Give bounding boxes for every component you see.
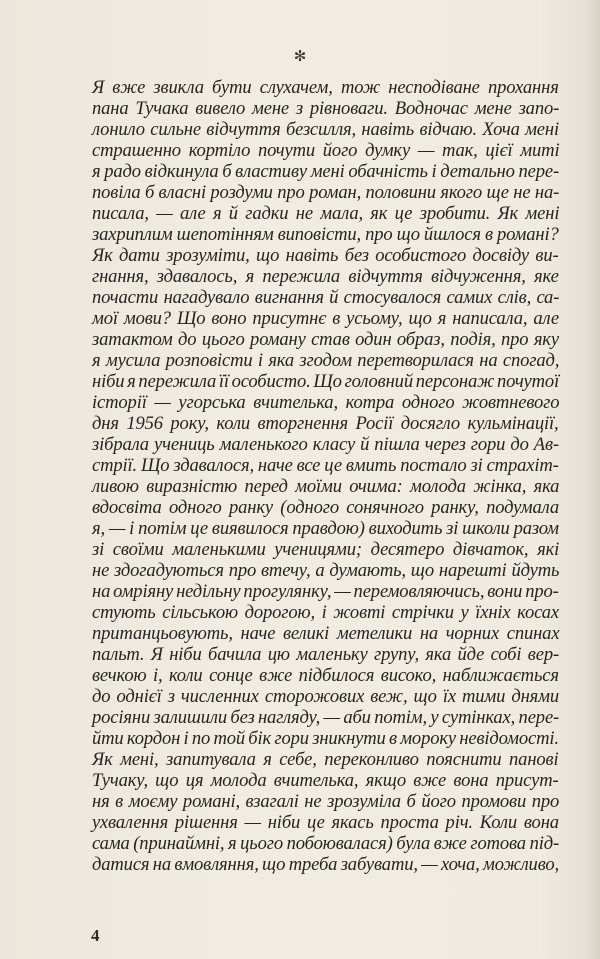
text-line: йти кордон і по той бік гори зникнути в мороку невідомості. bbox=[92, 728, 559, 749]
body-text bbox=[92, 77, 559, 875]
text-line: страшенно кортіло почути його думку — так, цієї миті bbox=[92, 140, 560, 161]
text-line: вечкою і, коли сонце вже підбилося високо, наближається bbox=[92, 665, 559, 686]
text-line: Я вже звикла бути слухачем, тож несподіване прохання bbox=[92, 77, 559, 98]
text-line: пританцьовують, наче великі метелики на чорних спинах bbox=[92, 623, 560, 644]
text-line: стують сільською дорогою, і жовті стрічки у їхніх косах bbox=[92, 602, 560, 623]
text-line: писала, — але я й гадки не мала, як це зробити. Як мені bbox=[92, 203, 560, 224]
text-line: мої мови? Що воно присутнє в усьому, що я написала, але bbox=[92, 308, 560, 329]
text-line: ніби я пережила її особисто. Що головний персонаж почутої bbox=[92, 371, 560, 392]
page-number: 4 bbox=[91, 926, 100, 945]
text-line: повіла б власні роздуми про роман, половини якого ще не на- bbox=[92, 182, 560, 203]
text-line: ливою виразністю перед моїми очима: молода жінка, яка bbox=[92, 476, 560, 497]
text-line: зібрала учениць маленького класу й пішла через гори до Ав- bbox=[92, 434, 559, 455]
text-line: пальт. Я ніби бачила цю маленьку групу, яка йде собі вер- bbox=[92, 644, 560, 665]
text-line: дня 1956 року, коли вторгнення Росії досягло кульмінації, bbox=[92, 413, 559, 434]
text-line: почасти нагадувало вигнання й стосувалося самих слів, са- bbox=[92, 287, 560, 308]
text-line: зі своїми маленькими ученицями; десятеро дівчаток, які bbox=[92, 539, 560, 560]
text-line: Як дати зрозуміти, що навіть без особистого досвіду ви- bbox=[92, 245, 559, 266]
text-line: Тучаку, що ця молода вчителька, якщо вже вона присут- bbox=[92, 770, 559, 791]
text-line: затактом до цього роману став один образ, подія, про яку bbox=[92, 329, 559, 350]
text-line: росіяни залишили без нагляду, — аби потім, у сутінках, пере- bbox=[92, 707, 560, 728]
text-line: вдосвіта одного ранку (одного сонячного ранку, подумала bbox=[92, 497, 560, 518]
page-edge-shadow bbox=[588, 0, 600, 959]
text-line: не здогадуються про втечу, а думають, що нарешті йдуть bbox=[92, 560, 560, 581]
text-line: Як мені, запитувала я себе, переконливо пояснити панові bbox=[92, 749, 559, 770]
text-line: пана Тучака вивело мене з рівноваги. Водночас мене запо- bbox=[92, 98, 560, 119]
text-line: лонило сильне відчуття безсилля, навіть відчаю. Хоча мені bbox=[92, 119, 559, 140]
text-line: ухвалення рішення — ніби це якась проста річ. Коли вона bbox=[92, 812, 559, 833]
text-line: історії — угорська вчителька, котра одного жовтневого bbox=[92, 392, 560, 413]
text-line: ня в моєму романі, взагалі не зрозуміла б його промови про bbox=[92, 791, 560, 812]
text-line: гнання, здавалось, я пережила відчуття відчуження, яке bbox=[92, 266, 559, 287]
text-line: стрії. Що здавалося, наче все це вмить постало зі страхіт- bbox=[92, 455, 559, 476]
text-line: я радо відкинула б властиву мені обачність і детально пере- bbox=[92, 161, 560, 182]
text-line: я, — і потім це виявилося правдою) виходить зі школи разом bbox=[92, 518, 559, 539]
text-line: сама (принаймні, я цього побоювалася) була вже готова під- bbox=[92, 833, 560, 854]
text-line: на омріяну недільну прогулянку, — перемовляючись, вони про- bbox=[92, 581, 559, 602]
text-line: до однієї з численних сторожових веж, що їх тими днями bbox=[92, 686, 560, 707]
text-line: датися на вмовляння, що треба забувати, — хоча, можливо, bbox=[92, 854, 560, 875]
text-line: я мусила розповісти і яка згодом перетворилася на спогад, bbox=[92, 350, 560, 371]
section-ornament-icon: ✻ bbox=[293, 47, 307, 65]
text-line: захриплим шепотінням виповісти, про що йшлося в романі? bbox=[92, 224, 559, 245]
